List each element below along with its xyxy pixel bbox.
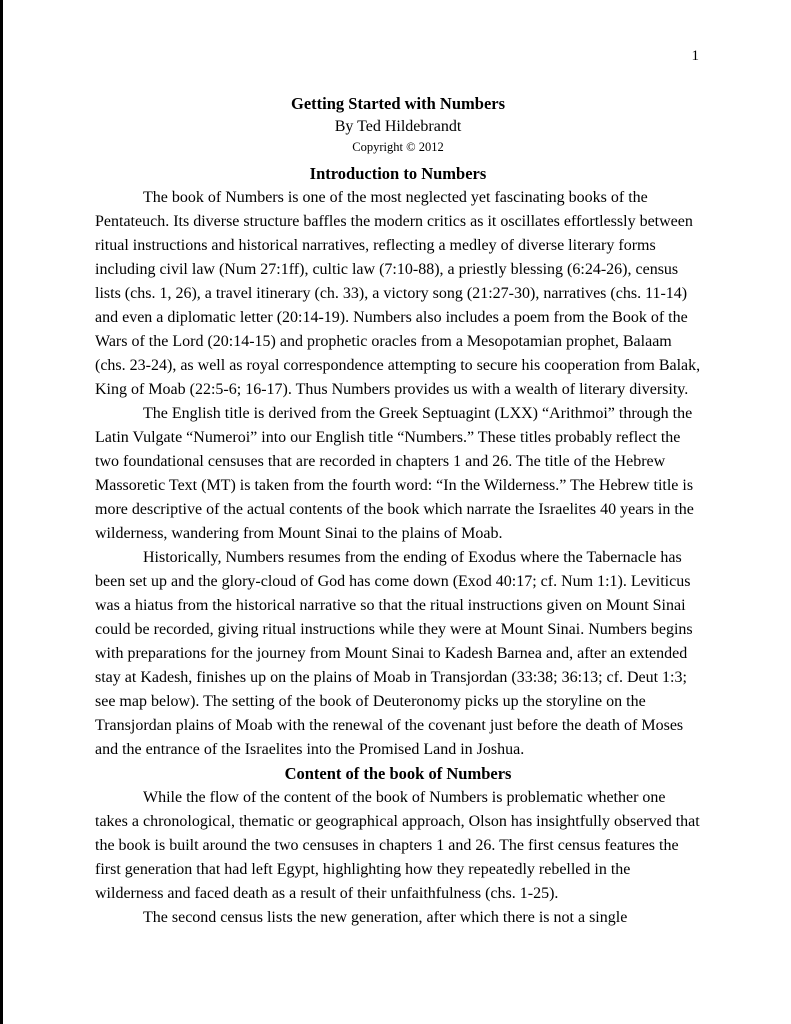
paragraph: The English title is derived from the Greek Septuagint (LXX) “Arithmoi” through the Latin Vulgate “Numeroi” into our English title “Numbers.” These titles probably reflect the two foundational censuses that are recorded in chapters 1 and 26. The title of the Hebrew Massoretic Text (MT) is taken from the fourth word: “In the Wilderness.” The Hebrew title is more descriptive of the actual contents of the book which narrate the Israelites 40 years in the wilderness, wandering from Mount Sinai to the plains of Moab. <box>95 405 694 542</box>
scan-edge-artifact <box>0 0 3 1024</box>
paragraph: Historically, Numbers resumes from the ending of Exodus where the Tabernacle has been set up and the glory-cloud of God has come down (Exod 40:17; cf. Num 1:1). Leviticus was a hiatus from the historical narrative so that the ritual instructions given on Mount Sinai could be recorded, giving ritual instructions while they were at Mount Sinai. Numbers begins with preparations for the journey from Mount Sinai to Kadesh Barnea and, after an extended stay at Kadesh, finishes up on the plains of Moab in Transjordan (33:38; 36:13; cf. Deut 1:3; see map below). The setting of the book of Deuteronomy picks up the storyline on the Transjordan plains of Moab with the renewal of the covenant just before the death of Moses and the entrance of the Israelites into the Promised Land in Joshua. <box>95 549 693 758</box>
document-title: Getting Started with Numbers <box>290 94 506 113</box>
section-heading-content: Content of the book of Numbers <box>284 764 512 783</box>
section-heading-introduction: Introduction to Numbers <box>309 164 487 183</box>
paragraph: While the flow of the content of the book of Numbers is problematic whether one takes a chronological, thematic or geographical approach, Olson has insightfully observed that the book is built around the two censuses in chapters 1 and 26. The first census features the first generation that had left Egypt, highlighting how they repeatedly rebelled in the wilderness and faced death as a result of their unfaithfulness (chs. 1-25). <box>95 789 700 902</box>
paragraph: The second census lists the new generation, after which there is not a single <box>143 909 628 926</box>
page-number: 1 <box>691 48 699 64</box>
copyright-notice: Copyright © 2012 <box>352 140 444 154</box>
document-page <box>95 92 701 930</box>
paragraph: The book of Numbers is one of the most neglected yet fascinating books of the Pentateuch. Its diverse structure baffles the modern critics as it oscillates effortlessly between ritual instructions and historical narratives, reflecting a medley of diverse literary forms including civil law (Num 27:1ff), cultic law (7:10-88), a priestly blessing (6:24-26), census lists (chs. 1, 26), a travel itinerary (ch. 33), a victory song (21:27-30), narratives (chs. 11-14) and even a diplomatic letter (20:14-19). Numbers also includes a poem from the Book of the Wars of the Lord (20:14-15) and prophetic oracles from a Mesopotamian prophet, Balaam (chs. 23-24), as well as royal correspondence attempting to secure his cooperation from Balak, King of Moab (22:5-6; 16-17). Thus Numbers provides us with a wealth of literary diversity. <box>95 189 701 398</box>
author-byline: By Ted Hildebrandt <box>334 118 462 135</box>
